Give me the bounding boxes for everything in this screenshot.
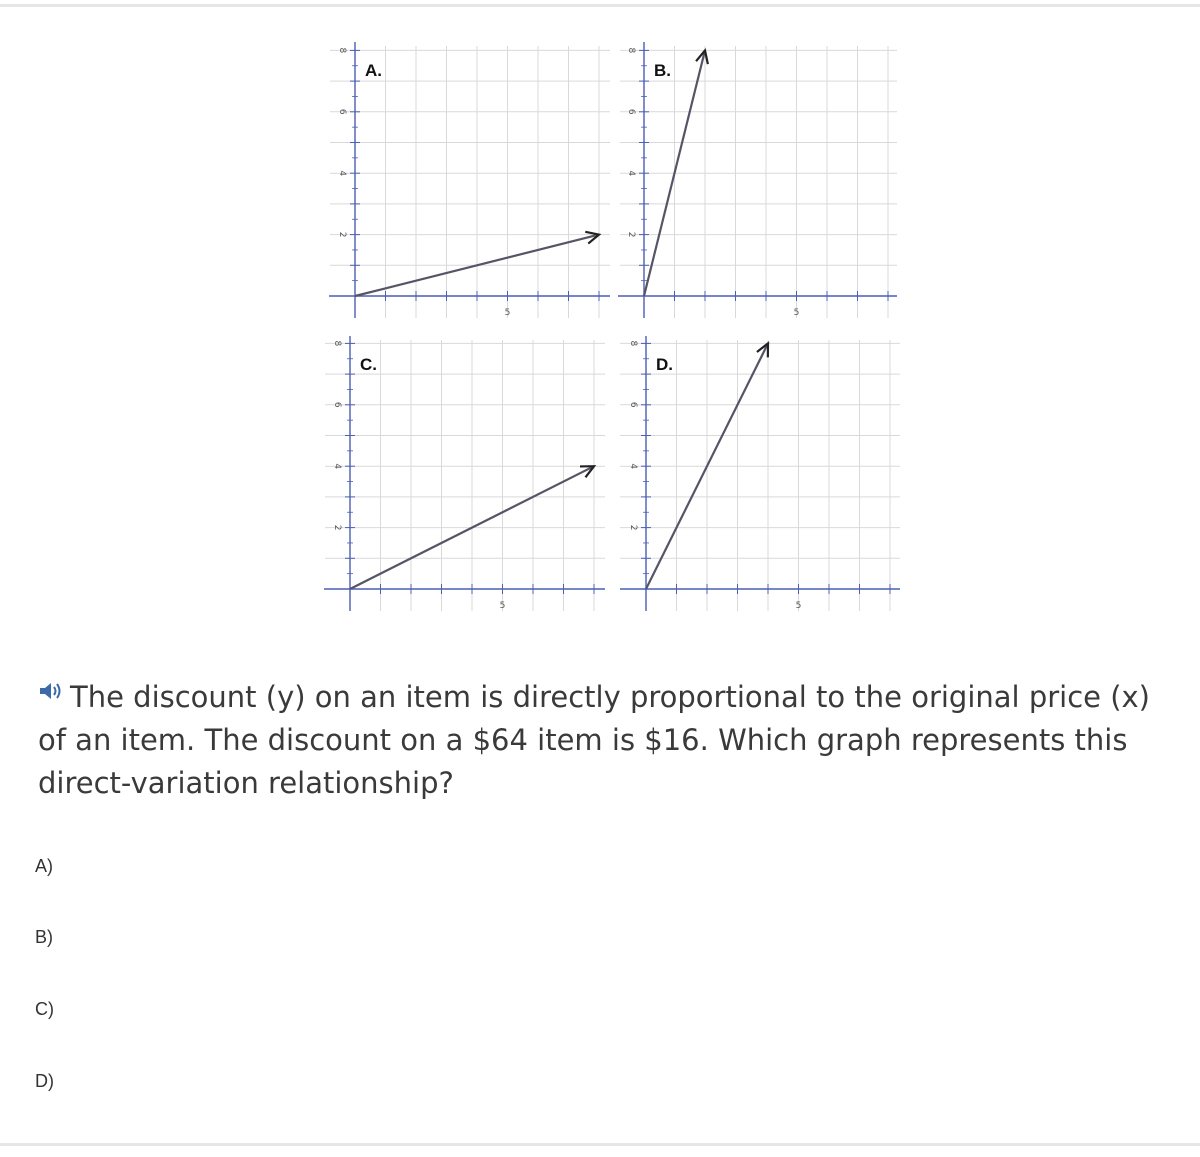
graph-d-y-tick-label: 6 (628, 401, 638, 408)
graph-d-y-tick-label: 8 (628, 340, 638, 347)
graph-b-y-tick-label: 2 (626, 231, 636, 238)
graph-b-x-tick-label: 5 (793, 308, 800, 318)
choice-c-label: C) (35, 999, 54, 1019)
choice-b[interactable] (26, 919, 146, 955)
graph-a-y-tick-label: 8 (337, 47, 347, 54)
graph-c-y-tick-label: 2 (332, 524, 342, 531)
graph-a-y-tick-label: 6 (337, 108, 347, 115)
choice-c[interactable] (26, 991, 146, 1027)
graph-b-y-tick-label: 6 (626, 108, 636, 115)
choice-a-label: A) (35, 856, 53, 876)
graph-a-label: A. (365, 61, 382, 80)
graph-c-y-tick-label: 8 (332, 340, 342, 347)
speaker-icon[interactable] (38, 670, 68, 713)
graph-a-y-tick-label: 2 (337, 231, 347, 238)
graph-c-label: C. (360, 355, 377, 374)
graph-a-y-tick-label: 4 (337, 170, 347, 177)
graph-d-y-tick-label: 2 (628, 524, 638, 531)
choice-d-label: D) (35, 1071, 54, 1091)
graph-d-label: D. (656, 355, 673, 374)
graph-b-y-tick-label: 8 (626, 47, 636, 54)
graph-c-y-tick-label: 4 (332, 463, 342, 470)
choice-d[interactable] (26, 1063, 146, 1099)
question-text: The discount (y) on an item is directly proportional to the original price (x) of an item. The discount on a $64 item is $16. Which graph represents this direct-variation relationship? (38, 680, 1150, 800)
bottom-divider (0, 1143, 1200, 1146)
graph-b-label: B. (654, 61, 671, 80)
question-block (38, 670, 1183, 805)
graph-a-x-tick-label: 5 (504, 308, 511, 318)
choice-a[interactable] (26, 848, 146, 884)
graph-c-x-tick-label: 5 (499, 601, 506, 611)
graph-d-x-tick-label: 5 (795, 601, 802, 611)
choice-b-label: B) (35, 927, 53, 947)
graph-c-y-tick-label: 6 (332, 401, 342, 408)
graph-d-y-tick-label: 4 (628, 463, 638, 470)
graph-b-y-tick-label: 4 (626, 170, 636, 177)
